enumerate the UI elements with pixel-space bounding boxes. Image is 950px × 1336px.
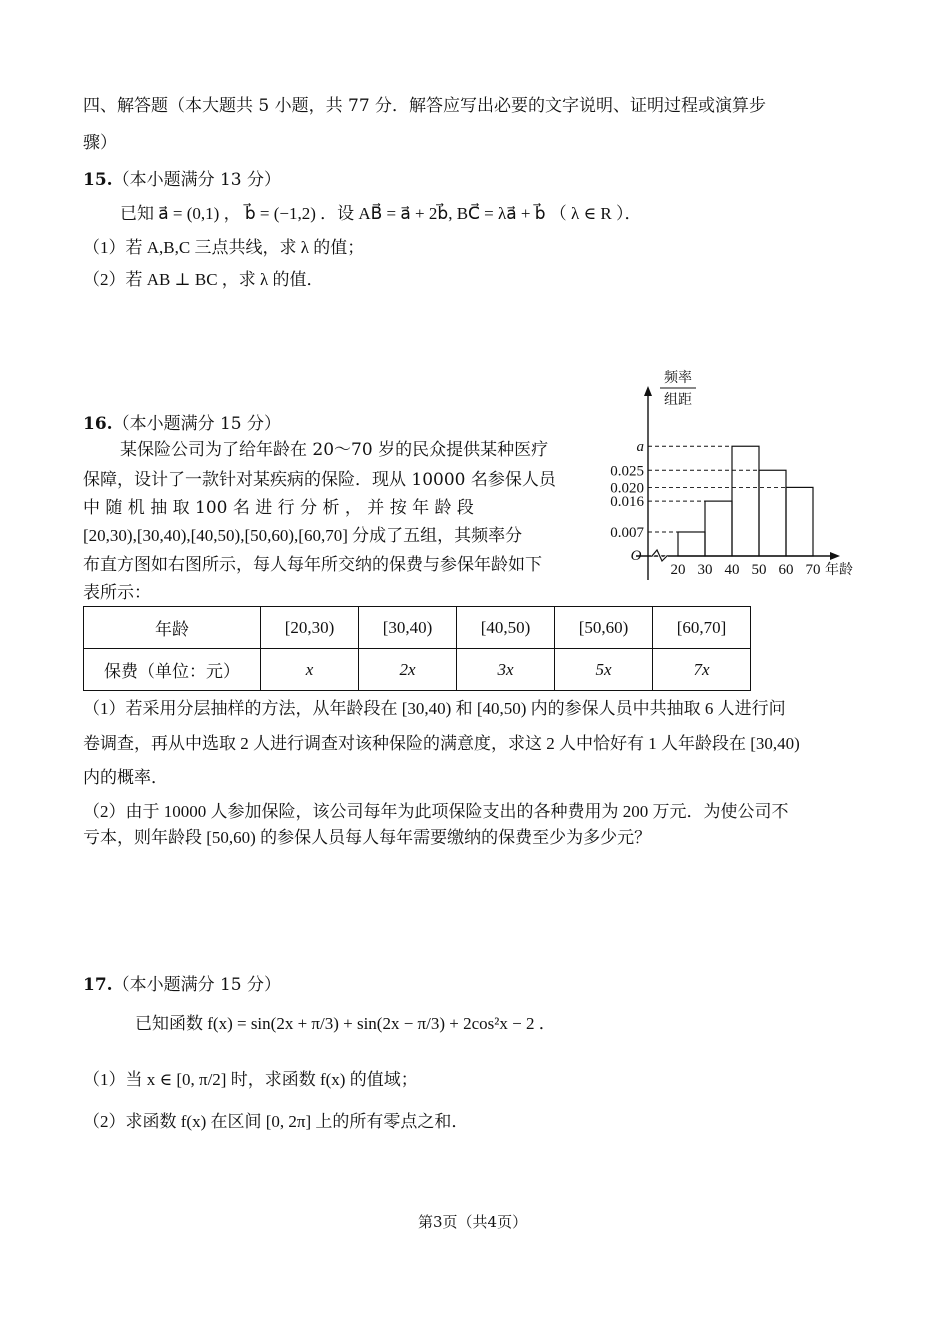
section-header-line2: 骤） [83,133,117,153]
y-tick-label: a [636,439,644,456]
q15-part1: （1）若 A,B,C 三点共线，求 λ 的值； [83,238,365,257]
histogram-bar [786,487,813,556]
y-tick-label: 0.020 [610,480,644,497]
table-cell: 5x [555,649,653,691]
q17-heading [83,973,281,997]
x-tick-label: 20 [670,562,686,578]
table-cell: [60,70] [653,607,751,649]
y-tick-label: 0.007 [610,524,644,541]
origin-label: O [630,548,642,564]
y-axis-arrow [644,386,652,396]
x-axis-arrow [830,552,840,560]
q16-stem-line1: 某保险公司为了给年龄在 20～70 岁的民众提供某种医疗 [120,440,549,460]
q16-stem-line6: 表所示： [83,583,151,603]
histogram-bar [759,470,786,556]
histogram-bar [678,532,705,556]
q16-number: 16. [83,414,113,434]
q17-part1: （1）当 x ∈ [0, π/2] 时，求函数 f(x) 的值域； [83,1070,418,1089]
q16-stem-line5: 布直方图如右图所示，每人每年所交纳的保费与参保年龄如下 [83,555,542,575]
histogram-bar [705,501,732,556]
q16-heading [83,412,281,436]
table-cell: 7x [653,649,751,691]
q17-number: 17. [83,975,113,995]
section-header-line1: 四、解答题（本大题共 5 小题，共 77 分．解答应写出必要的文字说明、证明过程或演算步 [83,96,767,116]
y-axis-label-top: 频率 [664,370,692,386]
table-cell: [50,60) [555,607,653,649]
q16-part1-line2: 卷调查，再从中选取 2 人进行调查对该种保险的满意度，求这 2 人中恰好有 1 人年龄段在 [30,40) [83,734,800,753]
q16-score: （本小题满分 15 分） [112,414,282,434]
y-axis-label-bottom: 组距 [664,392,692,408]
table-cell: [30,40) [359,607,457,649]
frequency-histogram [598,362,883,582]
q15-number: 15. [83,170,113,190]
q16-part2-line2: 亏本，则年龄段 [50,60) 的参保人员每人每年需要缴纳的保费至少为多少元？ [83,828,652,847]
table-cell: 保费（单位：元） [84,649,261,691]
table-cell: [20,30) [261,607,359,649]
premium-table [83,606,751,691]
y-tick-label: 0.016 [610,494,644,511]
table-cell: 2x [359,649,457,691]
q16-part1-line1: （1）若采用分层抽样的方法，从年龄段在 [30,40) 和 [40,50) 内的参保人员中共抽取 6 人进行问 [83,699,786,718]
q17-part2: （2）求函数 f(x) 在区间 [0, 2π] 上的所有零点之和． [83,1112,469,1131]
table-cell: 3x [457,649,555,691]
table-cell: [40,50) [457,607,555,649]
q16-stem-line3: 中 随 机 抽 取 100 名 进 行 分 析 ， 并 按 年 龄 段 [83,498,474,518]
histogram-bar [732,446,759,556]
y-tick-label: 0.025 [610,463,644,480]
q15-part2: （2）若 AB ⊥ BC ，求 λ 的值． [83,270,324,289]
table-row-premium [84,649,751,691]
q15-heading [83,168,281,192]
x-tick-label: 30 [697,562,713,578]
table-cell: 年龄 [84,607,261,649]
q16-part1-line3: 内的概率． [83,768,168,788]
x-tick-label: 60 [778,562,794,578]
x-tick-label: 40 [724,562,740,578]
q15-score: （本小题满分 13 分） [112,170,282,190]
x-tick-label: 70 [805,562,821,578]
table-cell: x [261,649,359,691]
q16-stem-line2: 保障，设计了一款针对某疾病的保险．现从 10000 名参保人员 [83,470,556,490]
page-number: 第3页（共4页） [418,1213,528,1231]
table-row-age [84,607,751,649]
q17-score: （本小题满分 15 分） [112,975,282,995]
x-axis-label: 年龄 [825,562,853,578]
q16-part2-line1: （2）由于 10000 人参加保险，该公司每年为此项保险支出的各种费用为 200 万元．为使公司不 [83,802,789,821]
q17-stem: 已知函数 f(x) = sin(2x + π/3) + sin(2x − π/3) + 2cos²x − 2 ． [135,1014,556,1033]
q15-stem: 已知 a⃗ = (0,1) ， b⃗ = (−1,2) ．设 AB⃗ = a⃗ + 2b⃗, BC⃗ = λa⃗ + b⃗ （ λ ∈ R ）． [120,204,642,223]
x-tick-label: 50 [751,562,767,578]
q16-stem-line4: [20,30),[30,40),[40,50),[50,60),[60,70] 分成了五组，其频率分 [83,526,523,545]
